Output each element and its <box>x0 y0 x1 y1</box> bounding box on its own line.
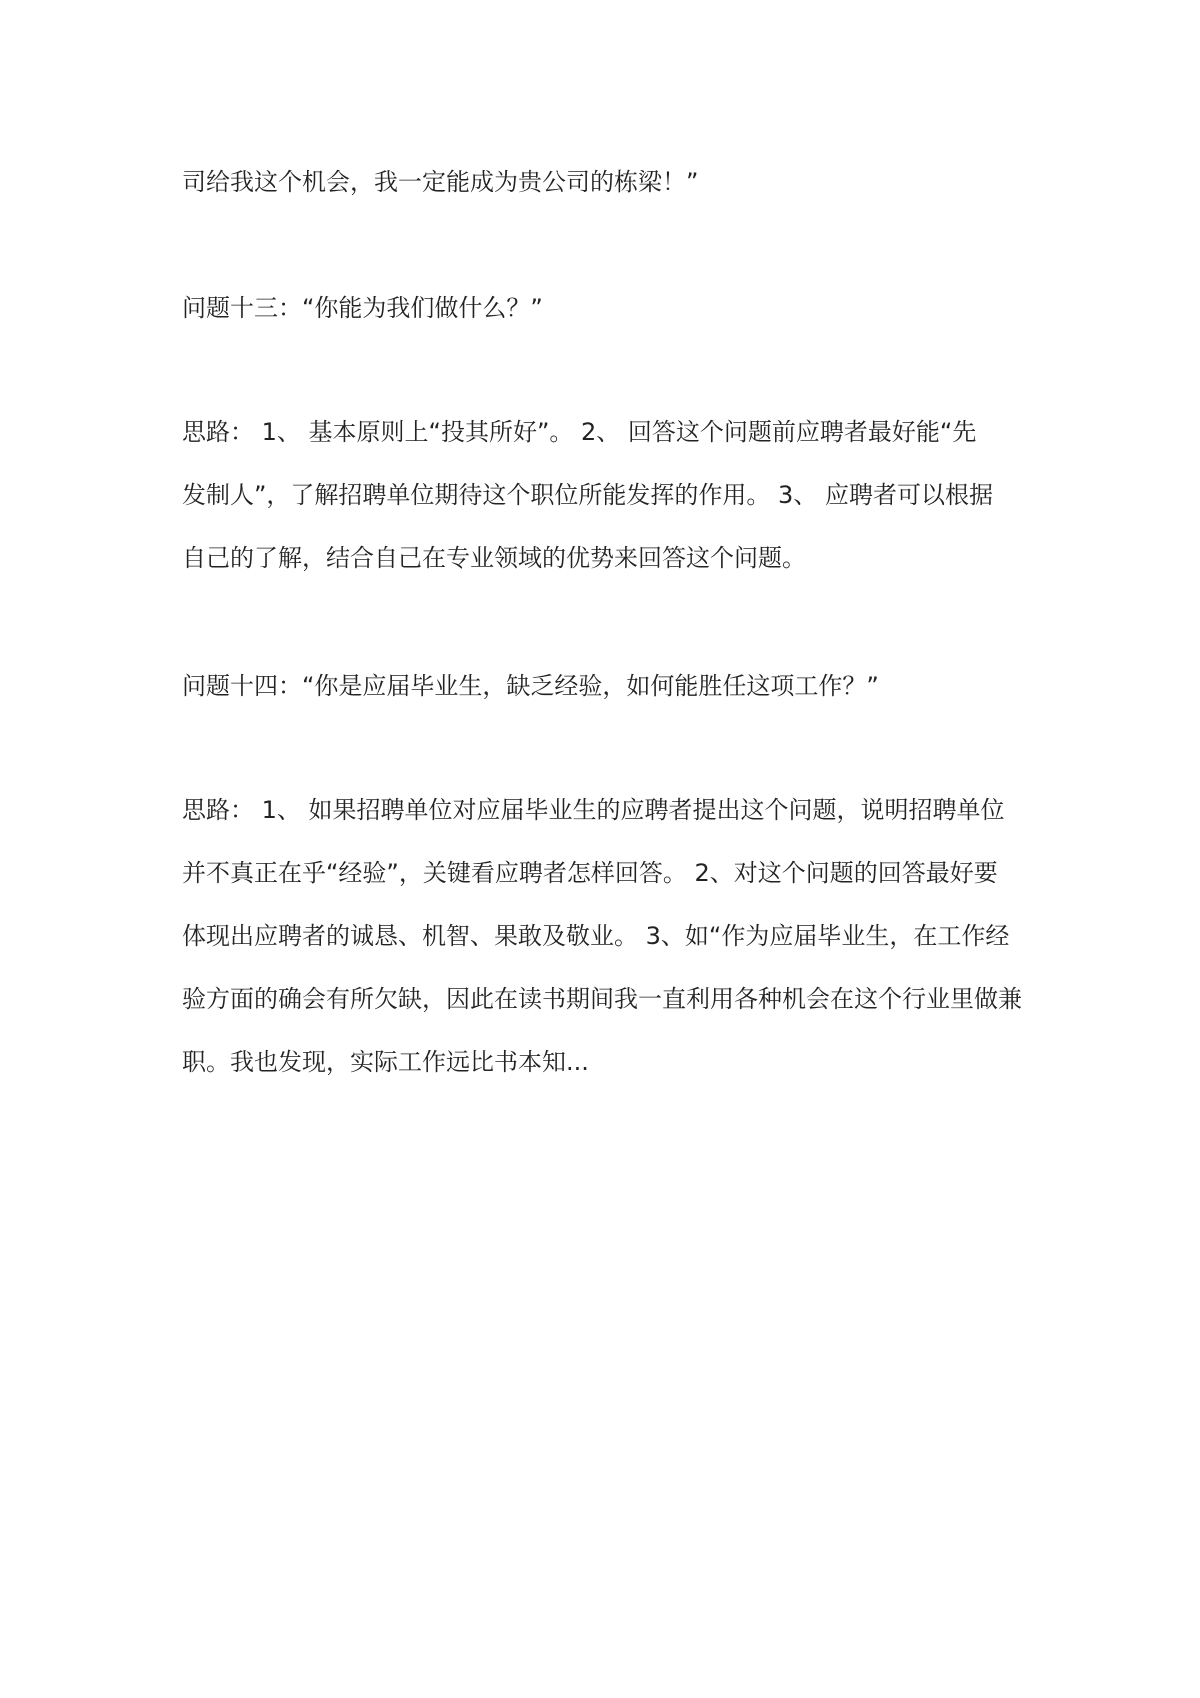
answer-14-line-5: 职。我也发现，实际工作远比书本知... <box>182 1048 589 1076</box>
question-14-heading: 问题十四：“你是应届毕业生，缺乏经验，如何能胜任这项工作？” <box>182 672 879 700</box>
answer-14-line-4: 验方面的确会有所欠缺，因此在读书期间我一直利用各种机会在这个行业里做兼 <box>182 985 1022 1013</box>
answer-13-line-1: 思路： 1、 基本原则上“投其所好”。 2、 回答这个问题前应聘者最好能“先 <box>182 418 977 446</box>
answer-14-line-1: 思路： 1、 如果招聘单位对应届毕业生的应聘者提出这个问题，说明招聘单位 <box>182 796 1005 824</box>
answer-13-line-2: 发制人”，了解招聘单位期待这个职位所能发挥的作用。 3、 应聘者可以根据 <box>182 481 993 509</box>
answer-14-line-3: 体现出应聘者的诚恳、机智、果敢及敬业。 3、如“作为应届毕业生，在工作经 <box>182 922 1010 950</box>
answer-14-line-2: 并不真正在乎“经验”，关键看应聘者怎样回答。 2、对这个问题的回答最好要 <box>182 859 998 887</box>
text-line-answer-ending: 司给我这个机会，我一定能成为贵公司的栋梁！” <box>182 168 699 196</box>
answer-13-line-3: 自己的了解，结合自己在专业领域的优势来回答这个问题。 <box>182 544 806 572</box>
question-13-heading: 问题十三：“你能为我们做什么？” <box>182 294 543 322</box>
